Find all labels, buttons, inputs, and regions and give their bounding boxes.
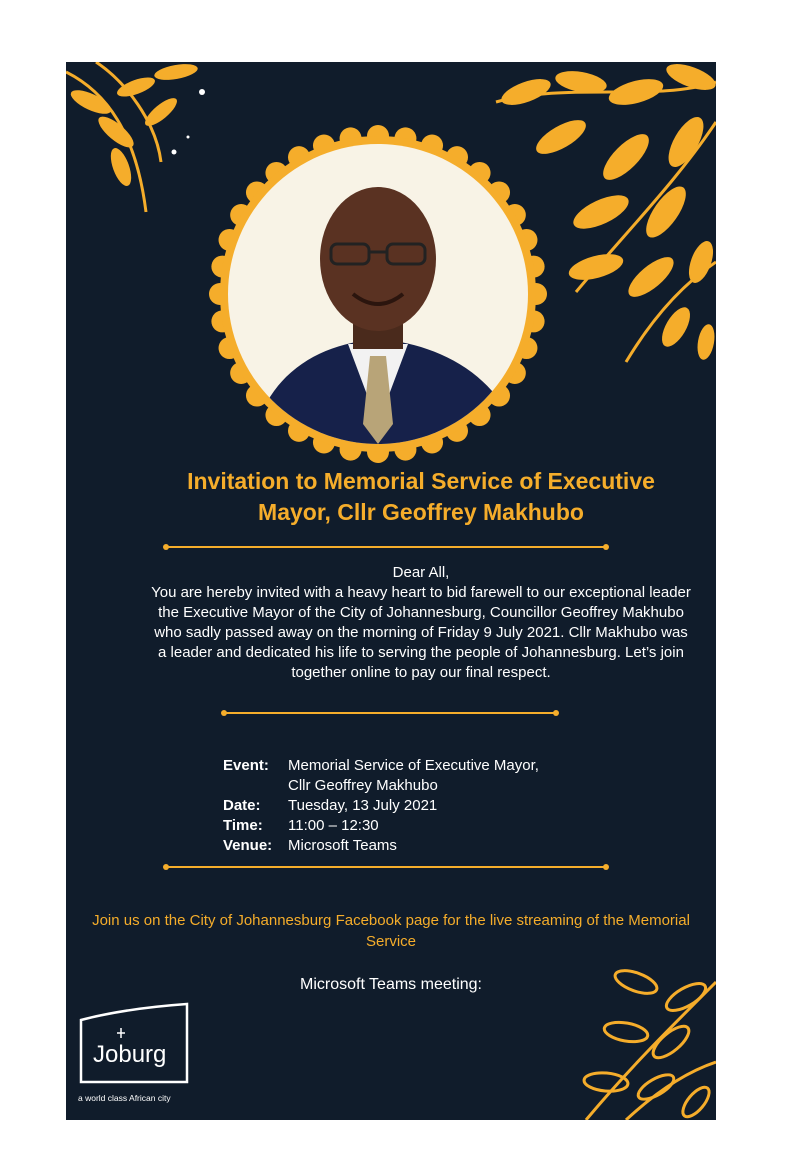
time-label: Time:	[223, 817, 263, 834]
divider-bottom	[166, 866, 606, 868]
date-label: Date:	[223, 797, 261, 814]
title-line-1: Invitation to Memorial Service of Executive	[187, 468, 655, 494]
teams-meeting-label: Microsoft Teams meeting:	[300, 976, 482, 993]
event-row	[223, 756, 539, 796]
time-value: 11:00 – 12:30	[288, 817, 379, 834]
divider-middle	[224, 712, 556, 714]
greeting: Dear All,	[392, 564, 450, 581]
logo-tagline: a world class African city	[78, 1093, 171, 1103]
date-value: Tuesday, 13 July 2021	[288, 797, 438, 814]
portrait-photo	[208, 124, 548, 464]
invitation-card	[66, 62, 716, 1120]
date-row	[223, 796, 539, 816]
venue-label: Venue:	[223, 837, 273, 854]
joburg-logo	[79, 1000, 189, 1100]
time-row	[223, 816, 539, 836]
event-value: Memorial Service of Executive Mayor, Cllr Geoffrey Makhubo	[288, 757, 539, 794]
invitation-body	[126, 563, 716, 683]
venue-value: Microsoft Teams	[288, 837, 397, 854]
venue-row	[223, 836, 539, 856]
title-line-2: Mayor, Cllr Geoffrey Makhubo	[258, 499, 584, 525]
leaf-decoration-bottom-right	[566, 962, 716, 1120]
streaming-note: Join us on the City of Johannesburg Facebook page for the live streaming of the Memorial Service	[92, 912, 690, 950]
divider-top	[166, 546, 606, 548]
event-details	[223, 756, 539, 856]
invitation-title	[126, 466, 716, 528]
event-label: Event:	[223, 757, 269, 774]
invitation-message: You are hereby invited with a heavy heart to bid farewell to our exceptional leader the Executive Mayor of the City of Johannesburg, Councillor Geoffrey Makhubo who sadly passed away on the morning of Friday 9 July 2021. Cllr Makhubo was a leader and dedicated his life to serving the people of Johannesburg. Let’s join together online to pay our final respect.	[151, 584, 691, 681]
leaf-decoration-top-left	[66, 62, 226, 222]
svg-text:Joburg: Joburg	[93, 1041, 167, 1068]
